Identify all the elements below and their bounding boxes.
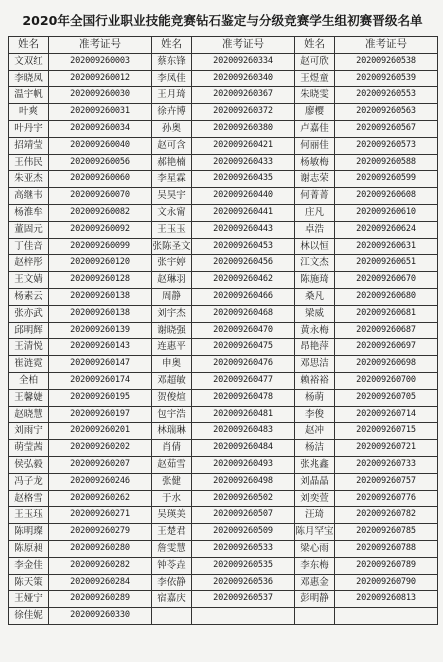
exam-id-cell: 202009260138	[49, 288, 152, 305]
student-name-cell: 陈明璨	[9, 524, 49, 541]
student-name-cell: 徐卉博	[152, 104, 192, 121]
exam-id-cell: 202009260433	[192, 154, 295, 171]
results-table	[8, 36, 438, 625]
student-name-cell: 杨萌	[295, 389, 335, 406]
col-header-id-1: 准考证号	[49, 37, 152, 54]
student-name-cell: 温宇帆	[9, 87, 49, 104]
student-name-cell: 杨淮牟	[9, 204, 49, 221]
exam-id-cell: 202009260477	[192, 372, 295, 389]
student-name-cell: 邓思洁	[295, 356, 335, 373]
student-name-cell: 叶爽	[9, 104, 49, 121]
student-name-cell: 陈天策	[9, 574, 49, 591]
student-name-cell: 申奥	[152, 356, 192, 373]
exam-id-cell: 202009260202	[49, 440, 152, 457]
student-name-cell: 郝艳楠	[152, 154, 192, 171]
table-row	[9, 540, 438, 557]
student-name-cell: 何菁菁	[295, 188, 335, 205]
exam-id-cell: 202009260687	[335, 322, 438, 339]
student-name-cell: 招靖莹	[9, 137, 49, 154]
table-row	[9, 188, 438, 205]
exam-id-cell: 202009260120	[49, 255, 152, 272]
student-name-cell: 卓浩	[295, 221, 335, 238]
exam-id-cell: 202009260030	[49, 87, 152, 104]
exam-id-cell: 202009260462	[192, 272, 295, 289]
col-header-id-3: 准考证号	[335, 37, 438, 54]
table-row	[9, 372, 438, 389]
exam-id-cell: 202009260174	[49, 372, 152, 389]
student-name-cell: 高继韦	[9, 188, 49, 205]
table-body	[9, 53, 438, 624]
student-name-cell: 彭明静	[295, 591, 335, 608]
exam-id-cell: 202009260195	[49, 389, 152, 406]
table-row	[9, 507, 438, 524]
exam-id-cell: 202009260539	[335, 70, 438, 87]
student-name-cell: 李晓凤	[9, 70, 49, 87]
table-row	[9, 104, 438, 121]
student-name-cell: 张兆鑫	[295, 456, 335, 473]
exam-id-cell: 202009260003	[49, 53, 152, 70]
col-header-id-2: 准考证号	[192, 37, 295, 54]
exam-id-cell: 202009260040	[49, 137, 152, 154]
student-name-cell: 于水	[152, 490, 192, 507]
exam-id-cell: 202009260082	[49, 204, 152, 221]
header-row	[9, 37, 438, 54]
student-name-cell: 邱明辉	[9, 322, 49, 339]
student-name-cell: 冯子龙	[9, 473, 49, 490]
exam-id-cell: 202009260567	[335, 120, 438, 137]
student-name-cell: 赖裕裕	[295, 372, 335, 389]
student-name-cell: 赵梓彤	[9, 255, 49, 272]
student-name-cell: 杨敏梅	[295, 154, 335, 171]
exam-id-cell: 202009260056	[49, 154, 152, 171]
student-name-cell: 萌莹茜	[9, 440, 49, 457]
exam-id-cell: 202009260139	[49, 322, 152, 339]
exam-id-cell: 202009260631	[335, 238, 438, 255]
student-name-cell: 林以恒	[295, 238, 335, 255]
document-sheet	[8, 6, 437, 625]
student-name-cell: 昂艳萍	[295, 339, 335, 356]
table-row	[9, 255, 438, 272]
student-name-cell: 卢嘉佳	[295, 120, 335, 137]
exam-id-cell: 202009260721	[335, 440, 438, 457]
student-name-cell: 谢晓强	[152, 322, 192, 339]
exam-id-cell: 202009260785	[335, 524, 438, 541]
exam-id-cell: 202009260476	[192, 356, 295, 373]
exam-id-cell: 202009260435	[192, 171, 295, 188]
student-name-cell: 徐佳妮	[9, 608, 49, 625]
exam-id-cell: 202009260538	[335, 53, 438, 70]
exam-id-cell: 202009260070	[49, 188, 152, 205]
student-name-cell: 董固元	[9, 221, 49, 238]
exam-id-cell: 202009260246	[49, 473, 152, 490]
student-name-cell: 何丽佳	[295, 137, 335, 154]
student-name-cell: 詹雯慧	[152, 540, 192, 557]
exam-id-cell: 202009260470	[192, 322, 295, 339]
table-row	[9, 120, 438, 137]
exam-id-cell: 202009260468	[192, 305, 295, 322]
table-row	[9, 272, 438, 289]
exam-id-cell: 202009260483	[192, 423, 295, 440]
table-row	[9, 608, 438, 625]
student-name-cell: 刘晶晶	[295, 473, 335, 490]
exam-id-cell: 202009260147	[49, 356, 152, 373]
exam-id-cell	[192, 608, 295, 625]
student-name-cell: 赵冲	[295, 423, 335, 440]
student-name-cell: 赵琳羽	[152, 272, 192, 289]
exam-id-cell: 202009260197	[49, 406, 152, 423]
student-name-cell: 周静	[152, 288, 192, 305]
exam-id-cell: 202009260284	[49, 574, 152, 591]
student-name-cell	[295, 608, 335, 625]
table-row	[9, 490, 438, 507]
student-name-cell: 全柏	[9, 372, 49, 389]
student-name-cell: 赵可欣	[295, 53, 335, 70]
exam-id-cell: 202009260280	[49, 540, 152, 557]
exam-id-cell: 202009260282	[49, 557, 152, 574]
exam-id-cell: 202009260475	[192, 339, 295, 356]
exam-id-cell: 202009260509	[192, 524, 295, 541]
col-header-name-2: 姓名	[152, 37, 192, 54]
exam-id-cell: 202009260536	[192, 574, 295, 591]
table-row	[9, 591, 438, 608]
student-name-cell: 丁佳音	[9, 238, 49, 255]
table-row	[9, 389, 438, 406]
student-name-cell: 刘奕萱	[295, 490, 335, 507]
student-name-cell: 张陈圣文	[152, 238, 192, 255]
student-name-cell: 肖倩	[152, 440, 192, 457]
table-row	[9, 473, 438, 490]
exam-id-cell: 202009260271	[49, 507, 152, 524]
student-name-cell: 包宇浩	[152, 406, 192, 423]
table-row	[9, 423, 438, 440]
exam-id-cell: 202009260670	[335, 272, 438, 289]
student-name-cell: 李金佳	[9, 557, 49, 574]
table-row	[9, 288, 438, 305]
exam-id-cell: 202009260138	[49, 305, 152, 322]
student-name-cell: 钟苓垚	[152, 557, 192, 574]
student-name-cell: 陈施琦	[295, 272, 335, 289]
student-name-cell: 赵格雪	[9, 490, 49, 507]
student-name-cell: 王煜童	[295, 70, 335, 87]
table-row	[9, 406, 438, 423]
exam-id-cell: 202009260813	[335, 591, 438, 608]
exam-id-cell: 202009260507	[192, 507, 295, 524]
student-name-cell: 朱亚杰	[9, 171, 49, 188]
exam-id-cell: 202009260535	[192, 557, 295, 574]
student-name-cell: 崔涟霓	[9, 356, 49, 373]
table-row	[9, 154, 438, 171]
exam-id-cell: 202009260790	[335, 574, 438, 591]
exam-id-cell	[335, 608, 438, 625]
table-row	[9, 87, 438, 104]
student-name-cell: 杨洁	[295, 440, 335, 457]
col-header-name-1: 姓名	[9, 37, 49, 54]
student-name-cell: 江文杰	[295, 255, 335, 272]
exam-id-cell: 202009260697	[335, 339, 438, 356]
exam-id-cell: 202009260651	[335, 255, 438, 272]
table-row	[9, 557, 438, 574]
exam-id-cell: 202009260367	[192, 87, 295, 104]
table-row	[9, 574, 438, 591]
student-name-cell: 刘宇杰	[152, 305, 192, 322]
student-name-cell: 黄永梅	[295, 322, 335, 339]
table-row	[9, 456, 438, 473]
exam-id-cell: 202009260493	[192, 456, 295, 473]
table-row	[9, 238, 438, 255]
student-name-cell: 连惠平	[152, 339, 192, 356]
exam-id-cell: 202009260201	[49, 423, 152, 440]
exam-id-cell: 202009260498	[192, 473, 295, 490]
table-row	[9, 305, 438, 322]
exam-id-cell: 202009260599	[335, 171, 438, 188]
exam-id-cell: 202009260441	[192, 204, 295, 221]
student-name-cell: 蔡东锋	[152, 53, 192, 70]
student-name-cell: 赵可含	[152, 137, 192, 154]
student-name-cell: 李依静	[152, 574, 192, 591]
exam-id-cell: 202009260624	[335, 221, 438, 238]
student-name-cell: 宿嘉庆	[152, 591, 192, 608]
student-name-cell: 王玉珏	[9, 507, 49, 524]
student-name-cell: 陈原昶	[9, 540, 49, 557]
exam-id-cell: 202009260143	[49, 339, 152, 356]
student-name-cell: 陈月罕宝	[295, 524, 335, 541]
student-name-cell: 王文婧	[9, 272, 49, 289]
student-name-cell: 廖樱	[295, 104, 335, 121]
exam-id-cell: 202009260757	[335, 473, 438, 490]
exam-id-cell: 202009260502	[192, 490, 295, 507]
exam-id-cell: 202009260207	[49, 456, 152, 473]
exam-id-cell: 202009260372	[192, 104, 295, 121]
exam-id-cell: 202009260440	[192, 188, 295, 205]
exam-id-cell: 202009260681	[335, 305, 438, 322]
exam-id-cell: 202009260788	[335, 540, 438, 557]
table-row	[9, 440, 438, 457]
table-row	[9, 221, 438, 238]
exam-id-cell: 202009260031	[49, 104, 152, 121]
exam-id-cell: 202009260608	[335, 188, 438, 205]
exam-id-cell: 202009260705	[335, 389, 438, 406]
exam-id-cell: 202009260680	[335, 288, 438, 305]
exam-id-cell: 202009260330	[49, 608, 152, 625]
exam-id-cell: 202009260092	[49, 221, 152, 238]
student-name-cell: 李东梅	[295, 557, 335, 574]
student-name-cell: 侯弘毅	[9, 456, 49, 473]
student-name-cell: 王玉玉	[152, 221, 192, 238]
exam-id-cell: 202009260012	[49, 70, 152, 87]
exam-id-cell: 202009260776	[335, 490, 438, 507]
exam-id-cell: 202009260698	[335, 356, 438, 373]
table-row	[9, 204, 438, 221]
table-row	[9, 171, 438, 188]
student-name-cell: 李凤佳	[152, 70, 192, 87]
exam-id-cell: 202009260588	[335, 154, 438, 171]
student-name-cell: 邓惠金	[295, 574, 335, 591]
student-name-cell: 文永甯	[152, 204, 192, 221]
student-name-cell: 文双红	[9, 53, 49, 70]
student-name-cell: 谢志荣	[295, 171, 335, 188]
exam-id-cell: 202009260484	[192, 440, 295, 457]
exam-id-cell: 202009260533	[192, 540, 295, 557]
student-name-cell: 王楚君	[152, 524, 192, 541]
document-title: 2020年全国行业职业技能竞赛钻石鉴定与分级竞赛学生组初赛晋级名单	[22, 13, 423, 28]
exam-id-cell: 202009260034	[49, 120, 152, 137]
student-name-cell: 贺俊煊	[152, 389, 192, 406]
student-name-cell: 杨素云	[9, 288, 49, 305]
exam-id-cell: 202009260128	[49, 272, 152, 289]
exam-id-cell: 202009260466	[192, 288, 295, 305]
table-row	[9, 137, 438, 154]
exam-id-cell: 202009260380	[192, 120, 295, 137]
student-name-cell: 王馨婕	[9, 389, 49, 406]
table-row	[9, 53, 438, 70]
exam-id-cell: 202009260289	[49, 591, 152, 608]
exam-id-cell: 202009260714	[335, 406, 438, 423]
exam-id-cell: 202009260537	[192, 591, 295, 608]
table-row	[9, 339, 438, 356]
student-name-cell: 桑凡	[295, 288, 335, 305]
exam-id-cell: 202009260733	[335, 456, 438, 473]
exam-id-cell: 202009260481	[192, 406, 295, 423]
exam-id-cell: 202009260060	[49, 171, 152, 188]
student-name-cell: 李俊	[295, 406, 335, 423]
student-name-cell: 赵晓慧	[9, 406, 49, 423]
exam-id-cell: 202009260453	[192, 238, 295, 255]
exam-id-cell: 202009260262	[49, 490, 152, 507]
exam-id-cell: 202009260563	[335, 104, 438, 121]
table-row	[9, 70, 438, 87]
exam-id-cell: 202009260700	[335, 372, 438, 389]
exam-id-cell: 202009260553	[335, 87, 438, 104]
student-name-cell: 王娅宁	[9, 591, 49, 608]
student-name-cell: 叶丹宇	[9, 120, 49, 137]
exam-id-cell: 202009260340	[192, 70, 295, 87]
exam-id-cell: 202009260789	[335, 557, 438, 574]
student-name-cell: 王清悦	[9, 339, 49, 356]
table-row	[9, 524, 438, 541]
student-name-cell: 刘雨宁	[9, 423, 49, 440]
exam-id-cell: 202009260610	[335, 204, 438, 221]
student-name-cell: 张亦武	[9, 305, 49, 322]
student-name-cell: 梁威	[295, 305, 335, 322]
table-row	[9, 356, 438, 373]
exam-id-cell: 202009260715	[335, 423, 438, 440]
student-name-cell: 张健	[152, 473, 192, 490]
exam-id-cell: 202009260099	[49, 238, 152, 255]
exam-id-cell: 202009260421	[192, 137, 295, 154]
student-name-cell: 张宇婷	[152, 255, 192, 272]
student-name-cell: 吴瑛美	[152, 507, 192, 524]
student-name-cell: 林瑞琳	[152, 423, 192, 440]
student-name-cell: 李星霖	[152, 171, 192, 188]
student-name-cell: 朱晓雯	[295, 87, 335, 104]
table-row	[9, 322, 438, 339]
exam-id-cell: 202009260478	[192, 389, 295, 406]
student-name-cell: 邓超敏	[152, 372, 192, 389]
student-name-cell: 孙奥	[152, 120, 192, 137]
student-name-cell: 王伟民	[9, 154, 49, 171]
exam-id-cell: 202009260279	[49, 524, 152, 541]
exam-id-cell: 202009260456	[192, 255, 295, 272]
student-name-cell	[152, 608, 192, 625]
student-name-cell: 梁心雨	[295, 540, 335, 557]
exam-id-cell: 202009260782	[335, 507, 438, 524]
student-name-cell: 王月琦	[152, 87, 192, 104]
student-name-cell: 赵茹雪	[152, 456, 192, 473]
exam-id-cell: 202009260334	[192, 53, 295, 70]
exam-id-cell: 202009260573	[335, 137, 438, 154]
student-name-cell: 吴昊宇	[152, 188, 192, 205]
student-name-cell: 汪琦	[295, 507, 335, 524]
col-header-name-3: 姓名	[295, 37, 335, 54]
exam-id-cell: 202009260443	[192, 221, 295, 238]
student-name-cell: 庄凡	[295, 204, 335, 221]
